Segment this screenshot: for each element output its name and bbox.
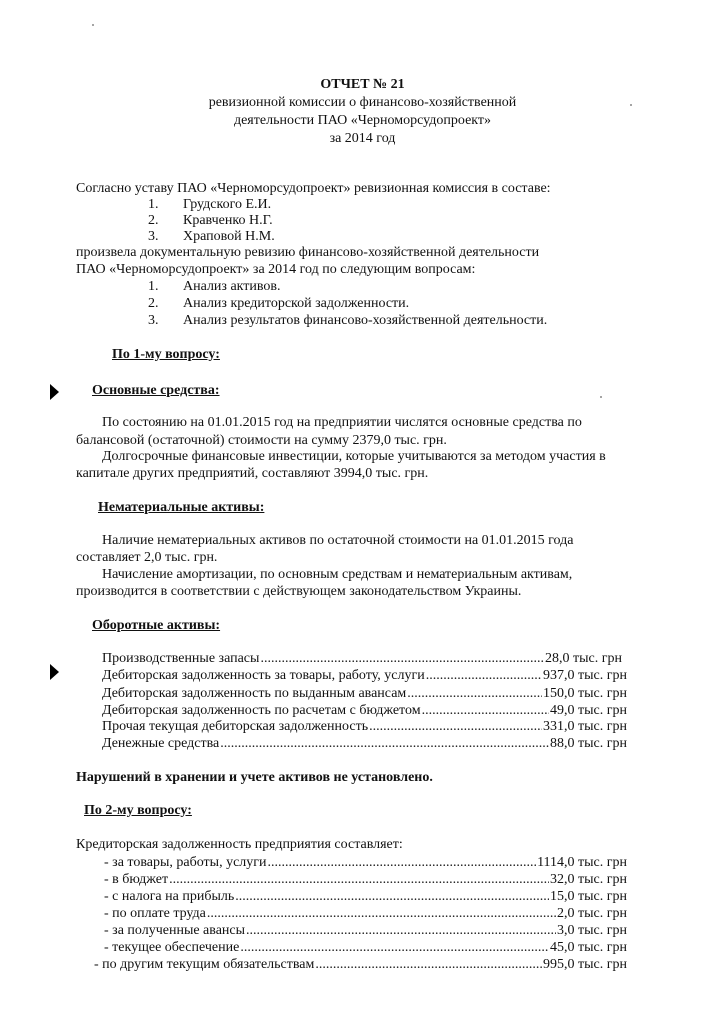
fixed-assets-p2b: капитале других предприятий, составляют 3994,0 тыс. грн. — [76, 466, 429, 481]
current-assets-row — [102, 650, 622, 668]
fixed-assets-heading: Основные средства: — [92, 383, 220, 398]
row-value: 32,0 тыс. грн — [550, 872, 627, 887]
scan-speck — [630, 104, 632, 106]
liabilities-row — [104, 922, 627, 940]
current-assets-row — [102, 735, 627, 753]
row-label: Денежные средства — [102, 736, 220, 751]
row-label: Дебиторская задолженность по расчетам с бюджетом — [102, 703, 421, 718]
section2-heading: По 2-му вопросу: — [84, 803, 192, 818]
question-text: Анализ активов. — [183, 279, 281, 294]
section1-heading: По 1-му вопросу: — [112, 347, 220, 362]
question-text: Анализ кредиторской задолженности. — [183, 296, 410, 311]
current-assets-row — [102, 667, 627, 685]
section1-conclusion: Нарушений в хранении и учете активов не установлено. — [76, 770, 433, 785]
row-value: 331,0 тыс. грн — [543, 719, 627, 734]
hole-punch-mark — [50, 384, 59, 400]
row-value: 45,0 тыс. грн — [550, 940, 627, 955]
liabilities-row — [104, 939, 627, 957]
row-label: - по другим текущим обязательствам — [94, 957, 315, 972]
report-subtitle-line2: деятельности ПАО «Черноморсудопроект» — [233, 113, 492, 128]
scan-speck — [600, 396, 602, 398]
section2-intro: Кредиторская задолженность предприятия составляет: — [76, 837, 403, 852]
row-label: - по оплате труда — [104, 906, 206, 921]
row-value: 3,0 тыс. грн — [557, 923, 627, 938]
row-value: 28,0 тыс. грн — [545, 651, 622, 666]
report-subtitle-line1: ревизионной комиссии о финансово-хозяйственной — [208, 95, 517, 110]
current-assets-row — [102, 685, 627, 703]
current-assets-heading: Оборотные активы: — [92, 618, 221, 633]
intangible-p2b: производится в соответствии с действующем законодательством Украины. — [76, 584, 522, 599]
fixed-assets-p2a: Долгосрочные финансовые инвестиции, которые учитываются за методом участия в — [102, 449, 606, 464]
current-assets-row — [102, 718, 627, 736]
intangible-p1b: составляет 2,0 тыс. грн. — [76, 550, 218, 565]
member-num: 2. — [148, 213, 159, 228]
fixed-assets-p1b: балансовой (остаточной) стоимости на сумму 2379,0 тыс. грн. — [76, 433, 447, 448]
liabilities-row — [104, 905, 627, 923]
row-value: 2,0 тыс. грн — [557, 906, 627, 921]
row-value: 995,0 тыс. грн — [543, 957, 627, 972]
intangible-heading: Нематериальные активы: — [98, 500, 265, 515]
row-label: - текущее обеспечение — [104, 940, 240, 955]
row-value: 1114,0 тыс. грн — [537, 855, 627, 870]
liabilities-row — [104, 888, 627, 906]
report-year: за 2014 год — [329, 131, 396, 146]
member-name: Грудского Е.И. — [183, 197, 272, 212]
scan-speck — [92, 24, 94, 26]
member-name: Храповой Н.М. — [183, 229, 275, 244]
liabilities-row — [104, 854, 627, 872]
row-label: Прочая текущая дебиторская задолженность — [102, 719, 369, 734]
row-value: 88,0 тыс. грн — [550, 736, 627, 751]
row-label: Производственные запасы — [102, 651, 260, 666]
row-value: 15,0 тыс. грн — [550, 889, 627, 904]
question-num: 2. — [148, 296, 159, 311]
row-value: 150,0 тыс. грн — [543, 686, 627, 701]
question-text: Анализ результатов финансово-хозяйственной деятельности. — [183, 313, 548, 328]
intro-line2: произвела документальную ревизию финансово-хозяйственной деятельности — [76, 245, 540, 260]
member-name: Кравченко Н.Г. — [183, 213, 273, 228]
row-label: Дебиторская задолженность за товары, работу, услуги — [102, 668, 425, 683]
intangible-p1a: Наличие нематериальных активов по остаточной стоимости на 01.01.2015 года — [102, 533, 574, 548]
report-title: ОТЧЕТ № 21 — [320, 77, 405, 92]
row-label: - с налога на прибыль — [104, 889, 235, 904]
member-num: 1. — [148, 197, 159, 212]
row-value: 49,0 тыс. грн — [550, 703, 627, 718]
row-label: Дебиторская задолженность по выданным авансам — [102, 686, 407, 701]
hole-punch-mark — [50, 664, 59, 680]
row-value: 937,0 тыс. грн — [543, 668, 627, 683]
intro-line1: Согласно уставу ПАО «Черноморсудопроект» ревизионная комиссия в составе: — [76, 181, 551, 196]
liabilities-row — [104, 871, 627, 889]
intro-line3: ПАО «Черноморсудопроект» за 2014 год по следующим вопросам: — [76, 262, 476, 277]
question-num: 1. — [148, 279, 159, 294]
row-label: - за товары, работы, услуги — [104, 855, 267, 870]
intangible-p2a: Начисление амортизации, по основным средствам и нематериальным активам, — [102, 567, 573, 582]
question-num: 3. — [148, 313, 159, 328]
member-num: 3. — [148, 229, 159, 244]
liabilities-row — [94, 956, 627, 974]
row-label: - в бюджет — [104, 872, 169, 887]
fixed-assets-p1a: По состоянию на 01.01.2015 год на предприятии числятся основные средства по — [102, 415, 582, 430]
row-label: - за полученные авансы — [104, 923, 246, 938]
